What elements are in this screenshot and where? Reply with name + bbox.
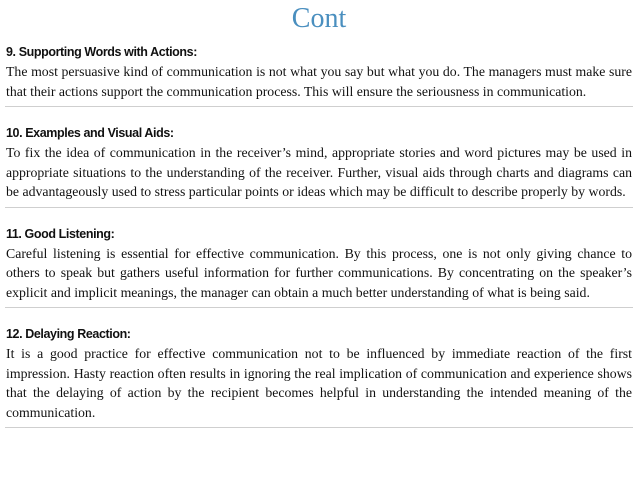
slide-title: Cont [291,3,347,34]
section-body: To fix the idea of communication in the receiver’s mind, appropriate stories and word pictures may be used in appropriate situations to the understanding of the receiver. Further, visual aids through charts and diagrams can be advantageously used to stress particular points or ideas which may be difficult to describe properly by words. [6,145,632,199]
section-body: The most persuasive kind of communication is not what you say but what you do. The managers must make sure that their actions support the communication process. This will ensure the seriousness in communication. [6,64,632,99]
section-good-listening [5,224,633,309]
slide-content [0,42,638,428]
section-heading: 10. Examples and Visual Aids: [6,126,174,140]
section-body: Careful listening is essential for effective communication. By this process, one is not only giving chance to others to speak but gathers useful information for further communications. By concentrating on the speaker’s explicit and implicit meanings, the manager can obtain a much better understanding of what is being said. [6,245,632,300]
section-examples-visual-aids [5,123,633,208]
section-heading: 12. Delaying Reaction: [6,327,131,341]
section-delaying-reaction [5,324,633,428]
section-body: It is a good practice for effective communication not to be influenced by immediate reaction of the first impression. Hasty reaction often results in ignoring the real implication of communication and experience shows that the delaying of action by the recipient becomes helpful in understanding the intended meaning of the communication. [6,346,632,420]
section-heading: 9. Supporting Words with Actions: [6,45,197,59]
section-supporting-words [5,42,633,107]
section-heading: 11. Good Listening: [6,226,115,241]
